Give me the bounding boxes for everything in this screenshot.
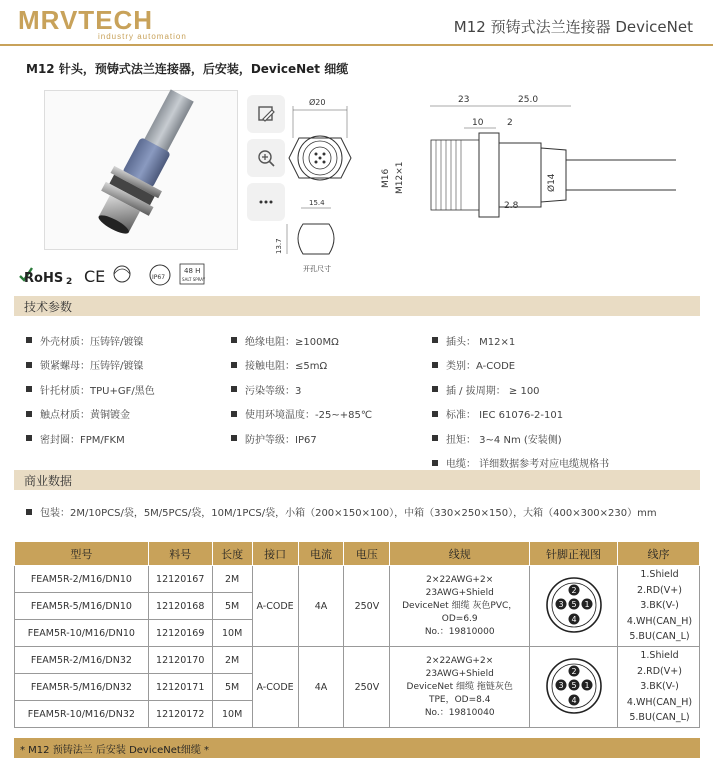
rohs-badge: RoHS [24, 271, 64, 286]
spec-item: 锁紧螺母：压铸锌/镀镍 [26, 353, 155, 378]
current-cell: 4A [298, 566, 344, 647]
page-header [0, 0, 713, 44]
svg-text:4: 4 [570, 614, 577, 624]
spec-item: 扭矩： 3~4 Nm (安装侧) [432, 426, 609, 451]
svg-text:3: 3 [557, 680, 564, 690]
more-options-button[interactable] [247, 183, 285, 221]
col-header: 线序 [617, 542, 699, 566]
zoom-in-icon [256, 148, 276, 168]
dim-28-label: 2.8 [504, 201, 519, 211]
length-cell: 2M [212, 566, 252, 593]
voltage-cell: 250V [344, 647, 390, 728]
page-title: M12 预铸式法兰连接器 DeviceNet [453, 18, 693, 36]
table-header-row [15, 542, 700, 566]
model-cell: FEAM5R-5/M16/DN32 [15, 674, 149, 701]
wire-order-cell: 1.Shield 2.RD(V+) 3.BK(V-) 4.WH(CAN_H) 5.BU(CAN_L) [617, 647, 699, 728]
pin-layout-diagram [544, 656, 604, 716]
table-row [15, 647, 700, 674]
spec-column-2 [231, 328, 372, 451]
col-header: 电流 [298, 542, 344, 566]
dim-m12-label: M12×1 [395, 161, 405, 194]
product-photo [44, 90, 238, 250]
spec-item: 针托材质：TPU+GF/黑色 [26, 377, 155, 402]
length-cell: 5M [212, 593, 252, 620]
salt-spray-badge: 48 H [184, 267, 201, 275]
spec-item: 防护等级：IP67 [231, 426, 372, 451]
front-view-drawing [275, 88, 360, 288]
logo-subtext: industry automation [98, 32, 187, 41]
footer-text: * M12 预铸法兰 后安装 DeviceNet细缆 * [20, 745, 209, 756]
spec-item: 外壳材质：压铸锌/镀镍 [26, 328, 155, 353]
cable-spec-cell: 2×22AWG+2× 23AWG+Shield DeviceNet 细缆 拖链灰色 TPE，OD=8.4 No.：19810040 [390, 647, 530, 728]
interface-cell: A-CODE [252, 647, 298, 728]
length-cell: 10M [212, 620, 252, 647]
dim-10-label: 10 [472, 118, 484, 128]
pin-layout-diagram [544, 575, 604, 635]
certification-badges [18, 262, 208, 288]
ce-badge: CE [84, 267, 106, 286]
svg-text:4: 4 [570, 695, 577, 705]
spec-item: 污染等级：3 [231, 377, 372, 402]
spec-item: 电缆： 详细数据参考对应电缆规格书 [432, 451, 609, 476]
wire-order-cell: 1.Shield 2.RD(V+) 3.BK(V-) 4.WH(CAN_H) 5.BU(CAN_L) [617, 566, 699, 647]
spec-item: 接触电阻：≤5mΩ [231, 353, 372, 378]
interface-cell: A-CODE [252, 566, 298, 647]
part-number-cell: 12120170 [148, 647, 212, 674]
tech-section-header [14, 296, 700, 316]
more-dots-icon [256, 192, 276, 212]
dim-14-label: Ø14 [547, 173, 557, 192]
header-divider [0, 44, 713, 46]
part-number-cell: 12120167 [148, 566, 212, 593]
svg-text:5: 5 [570, 599, 577, 609]
edit-image-icon [256, 104, 276, 124]
footer-bar [14, 738, 700, 758]
spec-item: 插头： M12×1 [432, 328, 609, 353]
spec-item: 使用环境温度：-25~+85℃ [231, 402, 372, 427]
ip67-badge: IP67 [152, 274, 166, 281]
salt-spray-sub: SALT SPRAY [182, 277, 206, 282]
packaging-text: 包装：2M/10PCS/袋，5M/5PCS/袋，10M/1PCS/袋，小箱（200×150×100），中箱（330×250×150），大箱（400×300×230）mm [40, 508, 657, 519]
col-header: 线规 [390, 542, 530, 566]
packaging-info [26, 504, 657, 519]
svg-text:1: 1 [583, 599, 590, 609]
dim-25-label: 25.0 [518, 95, 539, 105]
cutout-height-label: 13.7 [275, 238, 283, 254]
length-cell: 10M [212, 701, 252, 728]
model-cell: FEAM5R-2/M16/DN10 [15, 566, 149, 593]
logo-text: MRVTECH [18, 5, 154, 35]
product-subtitle: M12 针头，预铸式法兰连接器，后安装，DeviceNet 细缆 [26, 62, 349, 76]
svg-text:3: 3 [557, 599, 564, 609]
cable-spec-cell: 2×22AWG+2× 23AWG+Shield DeviceNet 细缆 灰色PVC， OD=6.9 No.：19810000 [390, 566, 530, 647]
col-header: 长度 [212, 542, 252, 566]
dim-m16-label: M16 [381, 168, 391, 188]
col-header: 接口 [252, 542, 298, 566]
side-view-drawing [376, 88, 696, 218]
length-cell: 5M [212, 674, 252, 701]
col-header: 电压 [344, 542, 390, 566]
part-number-cell: 12120172 [148, 701, 212, 728]
col-header: 料号 [148, 542, 212, 566]
col-header: 型号 [15, 542, 149, 566]
spec-item: 标准： IEC 61076-2-101 [432, 402, 609, 427]
model-cell: FEAM5R-10/M16/DN32 [15, 701, 149, 728]
table-row [15, 566, 700, 593]
spec-column-3 [432, 328, 609, 475]
image-toolbar [247, 95, 287, 227]
brand-logo [18, 6, 187, 41]
cutout-width-label: 15.4 [309, 199, 325, 207]
biz-section-title: 商业数据 [24, 474, 73, 488]
svg-text:1: 1 [583, 680, 590, 690]
length-cell: 2M [212, 647, 252, 674]
front-dim-label: Ø20 [309, 98, 326, 107]
svg-text:5: 5 [570, 680, 577, 690]
cutout-label: 开孔尺寸 [303, 265, 331, 273]
edit-image-button[interactable] [247, 95, 285, 133]
model-cell: FEAM5R-10/M16/DN10 [15, 620, 149, 647]
model-cell: FEAM5R-2/M16/DN32 [15, 647, 149, 674]
part-number-cell: 12120169 [148, 620, 212, 647]
spec-column-1 [26, 328, 155, 451]
part-number-cell: 12120168 [148, 593, 212, 620]
rohs-sub: 2 [66, 277, 73, 287]
svg-text:2: 2 [570, 585, 577, 595]
spec-item: 绝缘电阻：≥100MΩ [231, 328, 372, 353]
spec-item: 插 / 拔周期： ≥ 100 [432, 377, 609, 402]
voltage-cell: 250V [344, 566, 390, 647]
biz-section-header [14, 470, 700, 490]
model-cell: FEAM5R-5/M16/DN10 [15, 593, 149, 620]
tech-section-title: 技术参数 [24, 300, 73, 314]
pin-view-cell [530, 647, 618, 728]
model-table [14, 541, 700, 728]
spec-item: 密封圈：FPM/FKM [26, 426, 155, 451]
current-cell: 4A [298, 647, 344, 728]
spec-item: 触点材质：黄铜镀金 [26, 402, 155, 427]
spec-item: 类别：A-CODE [432, 353, 609, 378]
col-header: 针脚正视图 [530, 542, 618, 566]
zoom-button[interactable] [247, 139, 285, 177]
svg-text:2: 2 [570, 666, 577, 676]
dim-2-label: 2 [507, 118, 513, 128]
dim-23-label: 23 [458, 95, 470, 105]
part-number-cell: 12120171 [148, 674, 212, 701]
pin-view-cell [530, 566, 618, 647]
